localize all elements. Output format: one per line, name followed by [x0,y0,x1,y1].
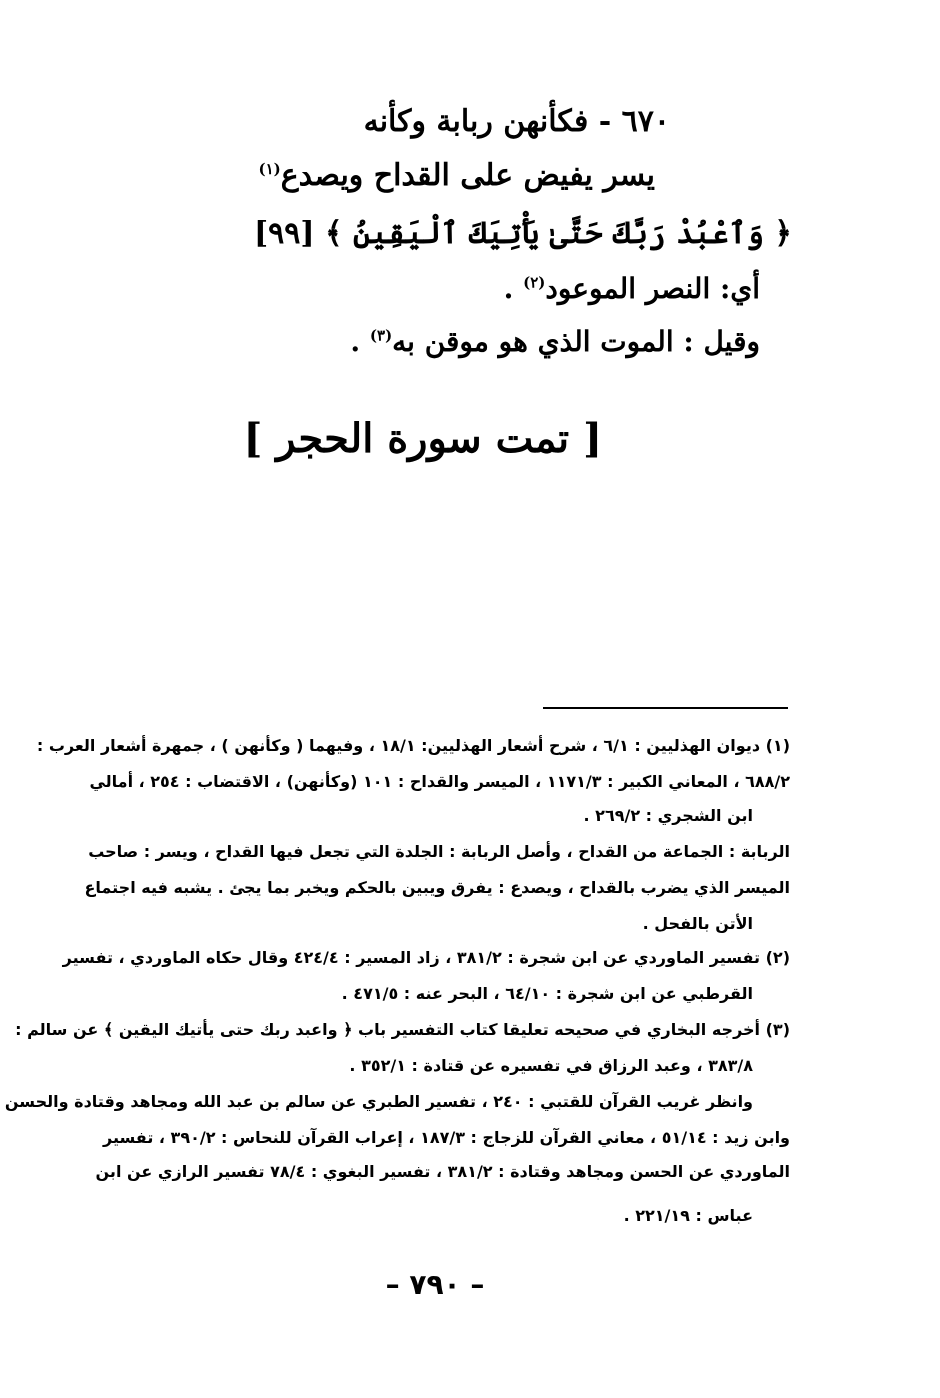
footnote-1-line: الربابة : الجماعة من القداح ، وأصل الربابة : الجلدة التي تجعل فيها القداح ، ويسر : صاحب [88,842,790,861]
footnote-3-line: (٣) أخرجه البخاري في صحيحه تعليقا كتاب التفسير باب ﴿ واعبد ربك حتى يأتيك اليقين ﴾ عن سالم : [15,1020,790,1039]
quran-verse: ﴿ وَٱعْبُدْ رَبَّكَ حَتَّىٰ يَأْتِيَكَ ٱلْيَقِينُ ﴾ [٩٩] [253,216,792,251]
footnote-3-line: الماوردي عن الحسن ومجاهد وقتادة : ٣٨١/٢ ، تفسير البغوي : ٧٨/٤ تفسير الرازي عن ابن [95,1162,790,1181]
footnote-3-line: ٣٨٣/٨ ، وعبد الرزاق في تفسيره عن قتادة : ٣٥٢/١ . [349,1056,753,1075]
footnote-separator [543,707,788,709]
footnote-2-line: (٢) تفسير الماوردي عن ابن شجرة : ٣٨١/٢ ، زاد المسير : ٤٢٤/٤ وقال حكاه الماوردي ، تفسير [62,948,790,967]
footnote-1-line: (١) ديوان الهذليين : ٦/١ ، شرح أشعار الهذليين: ١٨/١ ، وفيهما ( وكأنهن ) ، جمهرة أشعار العرب : [36,736,790,755]
footnote-ref-3: (٣) [369,326,393,345]
footnote-3-line: عباس : ٢٢١/١٩ . [623,1206,753,1225]
footnote-1-line: الأتن بالفحل . [642,914,753,933]
commentary-line-1: أي: النصر الموعود$^{(٢)}$ . [503,272,760,305]
footnote-3-line: وابن زيد : ٥١/١٤ ، معاني القرآن للزجاج : ١٨٧/٣ ، إعراب القرآن للنحاس : ٣٩٠/٢ ، تفسير [103,1128,790,1147]
footnote-3-line: وانظر غريب القرآن للقتبي : ٢٤٠ ، تفسير الطبري عن سالم بن عبد الله ومجاهد وقتادة والحسن [4,1092,753,1111]
page-number: – ٧٩٠ – [385,1268,485,1301]
poem-line-1: ٦٧٠ - فكأنهن ربابة وكأنه [363,104,670,139]
commentary-line-2: وقيل : الموت الذي هو موقن به$^{(٣)}$ . [350,325,760,358]
footnote-1-line: ابن الشجري : ٢٦٩/٢ . [583,806,753,825]
footnote-ref-2: (٢) [523,273,546,292]
poem-line-2: يسر يفيض على القداح ويصدع$^{(١)}$ [258,158,655,193]
footnote-1-line: الميسر الذي يضرب بالقداح ، ويصدع : يفرق ويبين بالحكم ويخبر بما يجئ . يشبه فيه اجتماع [84,878,790,897]
footnote-ref-1: (١) [258,160,281,178]
footnote-1-line: ٦٨٨/٢ ، المعاني الكبير : ١١٧١/٣ ، الميسر والقداح : ١٠١ (وكأنهن) ، الاقتضاب : ٢٥٤ ، أمالي [89,772,790,791]
surah-end-heading: [ تمت سورة الحجر ] [243,415,602,462]
footnote-2-line: القرطبي عن ابن شجرة : ٦٤/١٠ ، البحر عنه : ٤٧١/٥ . [341,984,753,1003]
